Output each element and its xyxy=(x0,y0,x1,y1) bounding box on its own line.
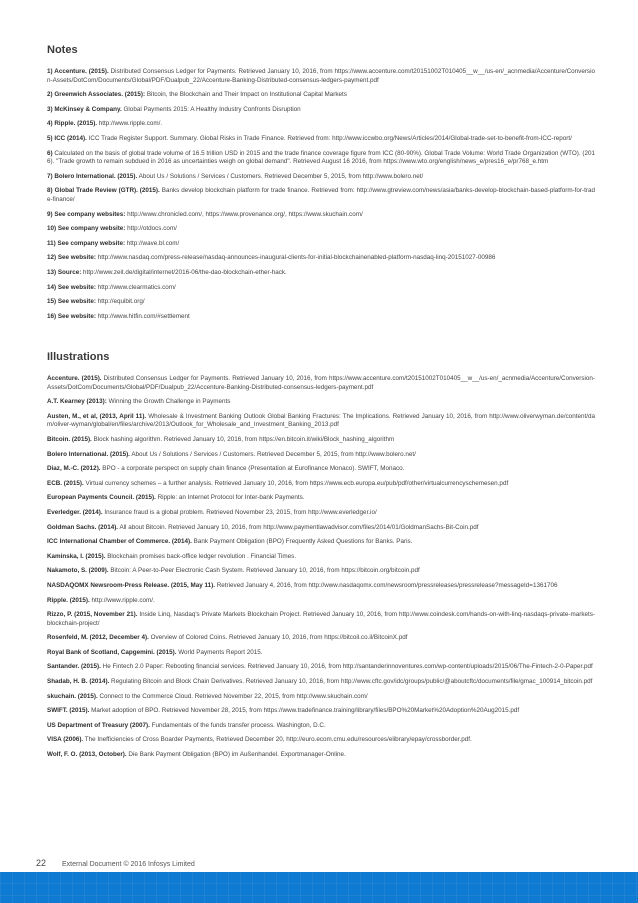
page-number: 22 xyxy=(36,858,47,868)
illustration-entry: Kaminska, I. (2015). Blockchain promises back-office ledger revolution . Financial Times. xyxy=(47,552,297,560)
illustration-entry: Austen, M., et al, (2013, April 11). Wholesale & Investment Banking Outlook Global Banking Fractures: The Implications. Retrieved January 10, 2016, from http://www.oliverwyman.de/content/dam/oliver-wyman/global/en/files/archive/2013/Outlook_for_Wholesale_and_Investment_Banking_2013.pdf xyxy=(47,412,595,429)
illustration-entry: Nakamoto, S. (2009). Bitcoin: A Peer-to-Peer Electronic Cash System. Retrieved January 10, 2016, from https://bitcoin.org/bitcoin.pdf xyxy=(47,567,420,575)
note-entry: 14) See website: http://www.clearmatics.com/ xyxy=(47,283,176,291)
illustration-entry: NASDAQOMX Newsroom-Press Release. (2015, May 11). Retrieved January 4, 2016, from http://www.nasdaqomx.com/newsroom/pressreleases/pressrelease?messageId=1361706 xyxy=(47,581,558,589)
illustrations-heading: Illustrations xyxy=(47,351,110,363)
illustration-entry: Rosenfeld, M. (2012, December 4). Overview of Colored Coins. Retrieved January 10, 2016, from https://bitcoil.co.il/BitcoinX.pdf xyxy=(47,634,408,642)
illustration-entry: Wolf, F. O. (2013, October). Die Bank Payment Obligation (BPO) im Außenhandel. Exportmanager-Online. xyxy=(47,751,346,759)
note-entry: 1) Accenture. (2015). Distributed Consensus Ledger for Payments. Retrieved January 10, 2016, from https://www.accenture.com/t20151002T010405__w__/us-en/_acnmedia/Accenture/Conversion-Assets/DotCom/Documents/Global/PDF/Dualpub_22/Accenture-Banking-Distributed-consensus-ledgers-payment.pdf xyxy=(47,68,595,84)
note-entry: 16) See website: http://www.hitfin.com/#settlement xyxy=(47,312,190,320)
illustration-entry: ICC International Chamber of Commerce. (2014). Bank Payment Obligation (BPO) Frequently Asked Questions for Banks. Paris. xyxy=(47,538,413,546)
note-entry: 3) McKinsey & Company. Global Payments 2015: A Healthy Industry Confronts Disruption xyxy=(47,105,301,113)
note-entry: 5) ICC (2014). ICC Trade Register Support. Summary. Global Risks in Trade Finance. Retrieved from: http://www.iccwbo.org/News/Articles/2014/Global-trade-set-to-benefit-from-ICC-report/ xyxy=(47,134,572,142)
illustration-entry: Santander. (2015). He Fintech 2.0 Paper: Rebooting financial services. Retrieved January 10, 2016, from http://santanderinnoventures.com/wp-content/uploads/2015/06/The-Fintech-2-0-Paper.pdf xyxy=(47,663,593,671)
notes-heading: Notes xyxy=(47,44,78,56)
illustration-entry: skuchain. (2015). Connect to the Commerce Cloud. Retrieved November 22, 2015, from http://www.skuchain.com/ xyxy=(47,692,368,700)
illustration-entry: Diaz, M.-C. (2012). BPO - a corporate perspect on supply chain finance (Presentation at Eurofinance Monaco). SWIFT, Monaco. xyxy=(47,465,405,473)
illustration-entry: Goldman Sachs. (2014). All about Bitcoin. Retrieved January 10, 2016, from http://www.paymentlawadvisor.com/files/2014/01/GoldmanSachs-Bit-Coin.pdf xyxy=(47,523,479,531)
footer-copyright: External Document © 2016 Infosys Limited xyxy=(61,861,195,868)
illustration-entry: Accenture. (2015). Distributed Consensus Ledger for Payments. Retrieved January 10, 2016, from https://www.accenture.com/t20151002T010405__w__/us-en/_acnmedia/Accenture/Conversion-Assets/DotCom/Documents/Global/PDF/Dualpub_22/Accenture-Banking-Distributed-consensus-ledgers-payment.pdf xyxy=(47,375,595,391)
illustration-entry: Ripple. (2015). http://www.ripple.com/. xyxy=(47,596,155,604)
illustration-entry: Shadab, H. B. (2014). Regulating Bitcoin and Block Chain Derivatives. Retrieved January 10, 2016, from http://www.cftc.gov/idc/groups/public/@aboutcftc/documents/file/gmac_100914_bitcoin.pdf xyxy=(47,678,593,686)
illustration-entry: Everledger. (2014). Insurance fraud is a global problem. Retrieved November 23, 2015, from http://www.everledger.io/ xyxy=(47,508,377,516)
page-footer xyxy=(36,858,195,868)
illustration-entry: Bolero International. (2015). About Us / Solutions / Services / Customers. Retrieved December 5, 2015, from http://www.bolero.net/ xyxy=(47,450,416,458)
note-entry: 4) Ripple. (2015). http://www.ripple.com/. xyxy=(47,120,163,128)
note-entry: 8) Global Trade Review (GTR). (2015). Banks develop blockchain platform for trade finance. Retrieved from: http://www.gtreview.com/news/asia/banks-develop-blockchain-based-platform-for-trade-finance/ xyxy=(47,187,595,203)
illustration-entry: ECB. (2015). Virtual currency schemes – a further analysis. Retrieved January 10, 2016, from https://www.ecb.europa.eu/pub/pdf/other/virtualcurrencyschemesen.pdf xyxy=(47,479,509,487)
illustration-entry: Bitcoin. (2015). Block hashing algorithm. Retrieved January 10, 2016, from https://en.bitcoin.it/wiki/Block_hashing_algorithm xyxy=(47,435,395,443)
note-entry: 6) Calculated on the basis of global trade volume of 16.5 trillion USD in 2015 and the trade finance coverage figure from ICC (80-90%). Global Trade Volume: World Trade Organization (WTO). (2016). "Trade growth to remain subdued in 2016 as uncertainties weigh on global demand". Retrieved August 16 2016, from https://www.wto.org/english/news_e/pres16_e/pr768_e.htm xyxy=(47,149,595,166)
note-entry: 7) Bolero International. (2015). About Us / Solutions / Services / Customers. Retrieved December 5, 2015, from http://www.bolero.net/ xyxy=(47,172,424,180)
note-entry: 2) Greenwich Associates. (2015): Bitcoin, the Blockchain and Their Impact on Institutional Capital Markets xyxy=(47,91,347,99)
footer-band xyxy=(0,872,638,903)
illustration-entry: European Payments Council. (2015). Ripple: an Internet Protocol for Inter-bank Payments. xyxy=(47,494,305,502)
note-entry: 15) See website: http://equibit.org/ xyxy=(47,298,145,306)
illustration-entry: SWIFT. (2015). Market adoption of BPO. Retrieved November 28, 2015, from https://www.tradefinance.training/library/files/BPO%20Market%20Adoption%20Aug2015.pdf xyxy=(47,707,520,715)
note-entry: 13) Source: http://www.zeit.de/digital/internet/2016-06/the-dao-blockchain-ether-hack. xyxy=(47,268,287,276)
illustration-entry: Royal Bank of Scotland, Capgemini. (2015). World Payments Report 2015. xyxy=(47,648,263,656)
illustration-entry: Rizzo, P. (2015, November 21). Inside Linq, Nasdaq's Private Markets Blockchain Project. Retrieved January 10, 2016, from http://www.coindesk.com/hands-on-with-linq-nasdaqs-private-markets-blockchain-project/ xyxy=(47,611,596,627)
note-entry: 12) See website: http://www.nasdaq.com/press-release/nasdaq-announces-inaugural-clients-for-initial-blockchainenabled-platform-nasdaq-linq-20151027-00986 xyxy=(47,254,496,262)
note-entry: 10) See company website: http://otdocs.com/ xyxy=(47,225,177,233)
note-entry: 9) See company websites: http://www.chronicled.com/, https://www.provenance.org/, https://www.skuchain.com/ xyxy=(47,210,363,218)
illustration-entry: A.T. Kearney (2013): Winning the Growth Challenge in Payments xyxy=(47,398,231,406)
illustrations-list xyxy=(47,375,595,766)
notes-list xyxy=(47,68,595,327)
illustration-entry: VISA (2006). The Inefficiencies of Cross Boarder Payments, Retrieved December 20, http://euro.ecom.cmu.edu/resources/elibrary/epay/crossborder.pdf. xyxy=(47,736,472,744)
illustration-entry: US Department of Treasury (2007). Fundamentals of the funds transfer process. Washington, D.C. xyxy=(47,721,326,729)
note-entry: 11) See company website: http://wave.bl.com/ xyxy=(47,239,180,247)
